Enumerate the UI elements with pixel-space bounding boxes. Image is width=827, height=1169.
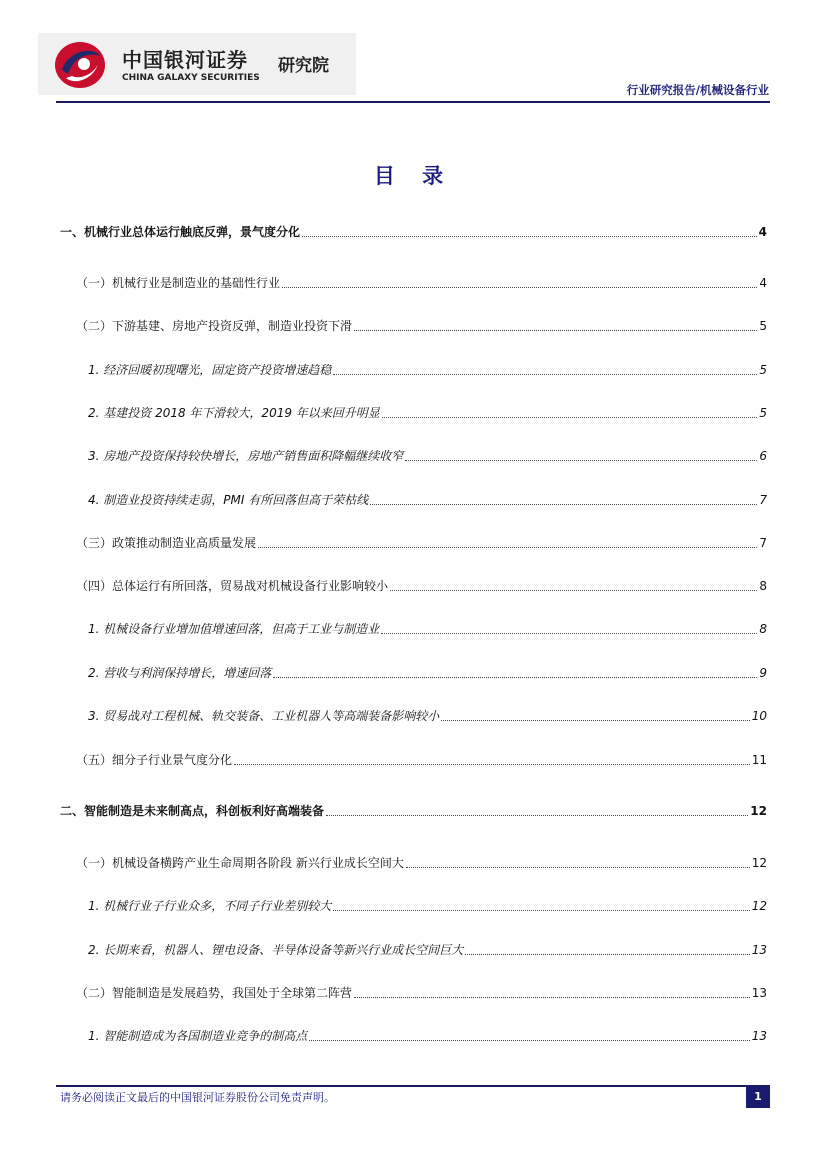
toc-entry-label: 2. 基建投资 2018 年下滑较大，2019 年以来回升明显 [88,406,380,420]
toc-leader-dots [354,320,757,331]
toc-entry[interactable] [76,751,767,769]
toc-entry-page: 7 [759,536,767,550]
toc-entry-page: 11 [751,753,767,767]
toc-entry[interactable] [76,274,767,292]
toc-entry-label: （五）细分子行业景气度分化 [76,753,233,767]
toc-leader-dots [309,1030,749,1041]
toc-leader-dots [390,580,757,591]
toc-entry-label: 4. 制造业投资持续走弱，PMI 有所回落但高于荣枯线 [88,493,369,507]
toc-entry-label: 1. 智能制造成为各国制造业竞争的制高点 [88,1029,308,1043]
toc-entry-label: 2. 营收与利润保持增长，增速回落 [88,666,272,680]
toc-leader-dots [282,277,757,288]
company-logo [38,33,356,95]
galaxy-logo-icon [54,40,106,90]
toc-entry-page: 8 [759,622,767,636]
toc-entry[interactable] [88,620,767,638]
footer-disclaimer: 请务必阅读正文最后的中国银河证券股份公司免责声明。 [60,1091,335,1104]
toc-leader-dots [333,900,749,911]
toc-entry-page: 4 [759,276,767,290]
toc-entry-page: 13 [751,1029,767,1043]
toc-entry[interactable] [76,984,767,1002]
toc-leader-dots [381,623,757,634]
toc-entry-page: 8 [759,579,767,593]
toc-entry-label: （一）机械行业是制造业的基础性行业 [76,276,281,290]
toc-entry[interactable] [88,941,767,959]
logo-institute-name: 研究院 [278,56,329,76]
page-header [0,0,827,104]
report-category: 行业研究报告/机械设备行业 [626,83,769,97]
toc-entry-label: （二）智能制造是发展趋势，我国处于全球第二阵营 [76,986,353,1000]
toc-leader-dots [273,667,757,678]
toc-entry-page: 13 [751,986,767,1000]
toc-leader-dots [302,226,757,237]
toc-leader-dots [234,754,750,765]
toc-entry-page: 9 [759,666,767,680]
toc-entry-label: 3. 贸易战对工程机械、轨交装备、工业机器人等高端装备影响较小 [88,709,440,723]
toc-entry-label: 二、智能制造是未来制高点，科创板利好高端装备 [60,804,325,818]
toc-leader-dots [406,857,750,868]
header-divider [56,101,770,103]
toc-entry-page: 5 [759,363,767,377]
toc-entry[interactable] [88,664,767,682]
toc-entry-label: 1. 经济回暖初现曙光，固定资产投资增速趋稳 [88,363,332,377]
toc-entry[interactable] [60,802,767,820]
toc-entry-label: 一、机械行业总体运行触底反弹，景气度分化 [60,225,301,239]
toc-entry-page: 5 [759,406,767,420]
toc-leader-dots [382,407,758,418]
toc-entry[interactable] [88,707,767,725]
toc-entry-page: 7 [759,493,767,507]
toc-entry-page: 4 [758,225,767,239]
toc-entry-label: 1. 机械行业子行业众多，不同子行业差别较大 [88,899,332,913]
toc-entry-label: （二）下游基建、房地产投资反弹，制造业投资下滑 [76,319,353,333]
toc-entry[interactable] [88,1027,767,1045]
toc-leader-dots [354,987,750,998]
toc-entry-page: 6 [759,449,767,463]
toc-leader-dots [370,494,757,505]
toc-entry[interactable] [88,361,767,379]
toc-entry-page: 10 [751,709,767,723]
toc-entry-page: 13 [751,943,767,957]
toc-entry-page: 5 [759,319,767,333]
toc-leader-dots [441,710,749,721]
toc-leader-dots [326,805,748,816]
toc-entry-label: （三）政策推动制造业高质量发展 [76,536,257,550]
toc-leader-dots [333,364,757,375]
toc-entry[interactable] [88,404,767,422]
toc-entry[interactable] [76,854,767,872]
footer-divider [56,1085,770,1087]
page-number: 1 [746,1086,770,1108]
toc-entry[interactable] [76,577,767,595]
logo-english-name: CHINA GALAXY SECURITIES [122,73,260,83]
toc-leader-dots [405,450,757,461]
toc-entry-label: 1. 机械设备行业增加值增速回落，但高于工业与制造业 [88,622,380,636]
toc-entry-label: 3. 房地产投资保持较快增长，房地产销售面积降幅继续收窄 [88,449,404,463]
logo-chinese-name: 中国银河证券 [122,48,248,72]
toc-entry[interactable] [88,491,767,509]
toc-entry-page: 12 [751,899,767,913]
toc-entry-label: （四）总体运行有所回落，贸易战对机械设备行业影响较小 [76,579,389,593]
toc-entry[interactable] [88,447,767,465]
toc-entry-page: 12 [751,856,767,870]
toc-leader-dots [465,944,749,955]
toc-entry[interactable] [76,534,767,552]
toc-entry-label: （一）机械设备横跨产业生命周期各阶段 新兴行业成长空间大 [76,856,404,870]
toc-leader-dots [258,537,757,548]
toc-entry[interactable] [88,897,767,915]
toc-entry-page: 12 [750,804,767,818]
toc-entry-label: 2. 长期来看，机器人、锂电设备、半导体设备等新兴行业成长空间巨大 [88,943,464,957]
toc-title: 目 录 [373,164,454,188]
toc-entry[interactable] [60,223,767,241]
toc-entry[interactable] [76,317,767,335]
